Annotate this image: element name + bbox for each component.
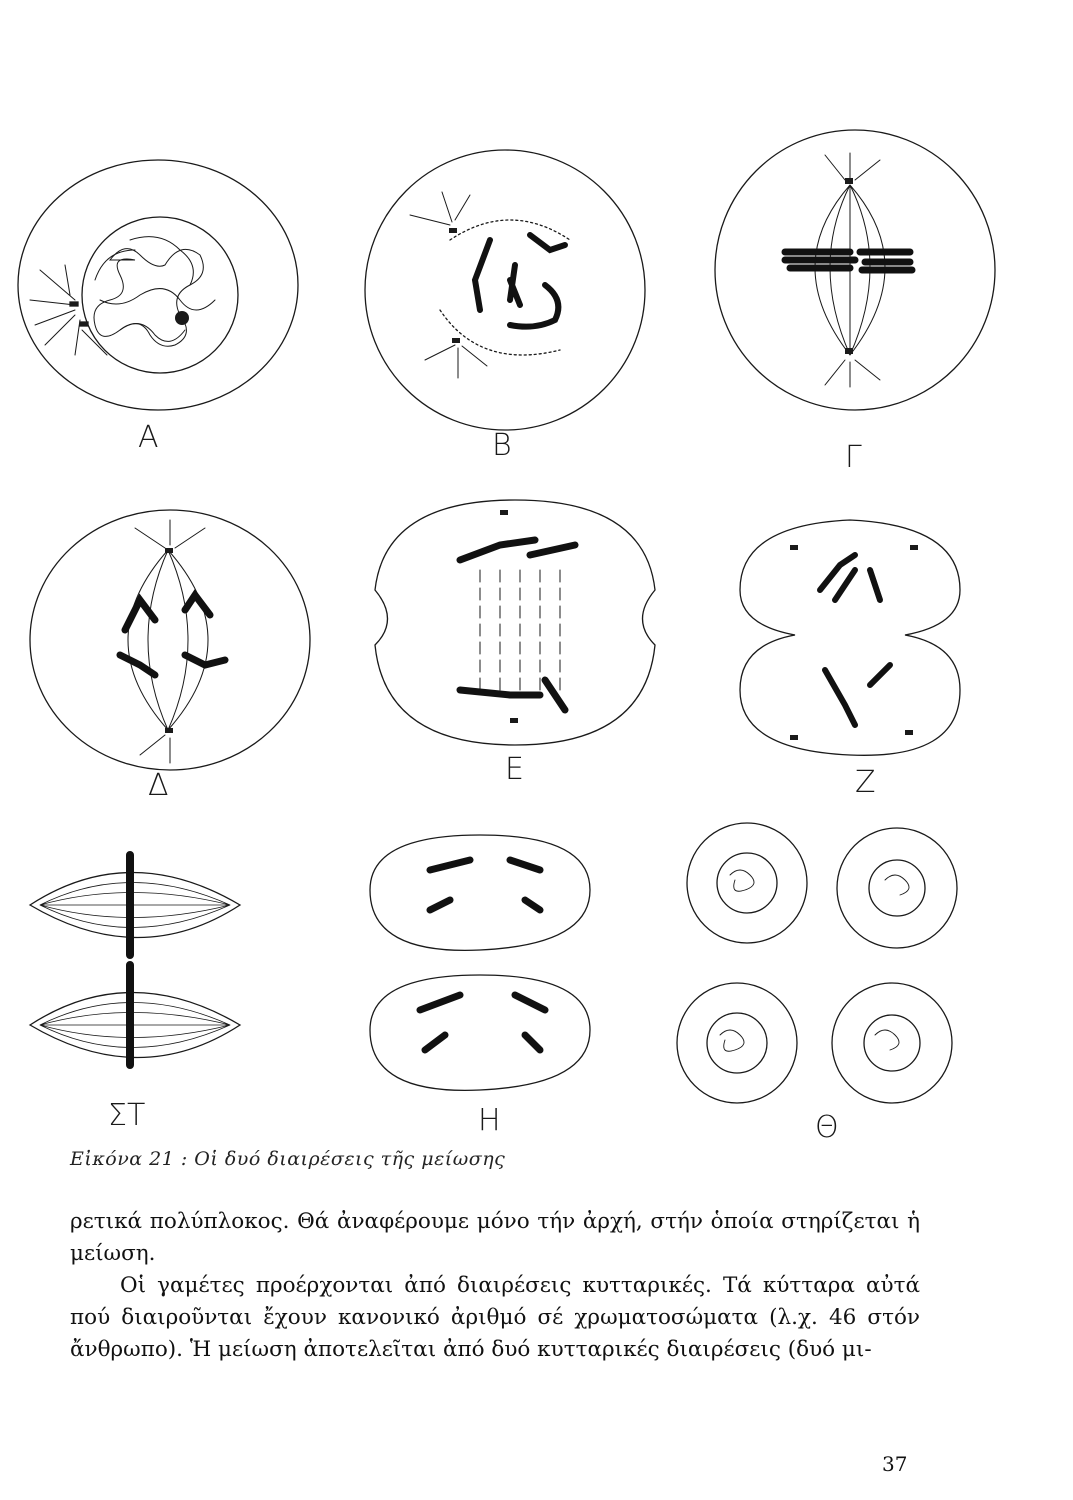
panel-label-a: Α xyxy=(138,420,159,455)
panel-label-d: Δ xyxy=(148,768,169,803)
body-text xyxy=(70,1206,920,1366)
panel-label-g: Γ xyxy=(845,440,862,475)
panel-label-e: Ε xyxy=(505,752,524,787)
paragraph-1: ρετικά πολύπλοκος. Θά ἀναφέρουμε μόνο τήν ἀρχή, στήν ὁποία στηρίζεται ἡ μείωση. xyxy=(70,1209,920,1266)
page-number: 37 xyxy=(882,1452,908,1476)
cell-z xyxy=(740,520,960,755)
panel-label-b: Β xyxy=(492,428,512,463)
cell-g xyxy=(715,130,995,410)
panel-label-st: ΣΤ xyxy=(108,1098,146,1133)
cell-e xyxy=(375,500,655,745)
paragraph-2: Οἱ γαμέτες προέρχονται ἀπό διαιρέσεις κυτταρικές. Τά κύτταρα αὐτά πού διαιροῦνται ἔχουν κανονικό ἀριθμό σέ χρωματοσώματα (λ.χ. 46 στόν ἄνθρωπο). Ἡ μείωση ἀποτελεῖται ἀπό δυό κυτταρικές διαιρέσεις (δυό μι- xyxy=(70,1273,920,1362)
cell-b xyxy=(365,150,645,430)
panel-label-h: Η xyxy=(478,1103,501,1138)
panel-label-th: Θ xyxy=(815,1110,839,1145)
cell-st xyxy=(30,855,240,1065)
figure-caption: Εἰκόνα 21 : Οἱ δυό διαιρέσεις τῆς μείωσης xyxy=(70,1148,506,1170)
panel-label-z: Ζ xyxy=(855,765,876,800)
cell-d xyxy=(30,510,310,770)
cell-a xyxy=(18,160,298,410)
cell-h xyxy=(370,835,590,1090)
cell-th xyxy=(677,823,957,1103)
